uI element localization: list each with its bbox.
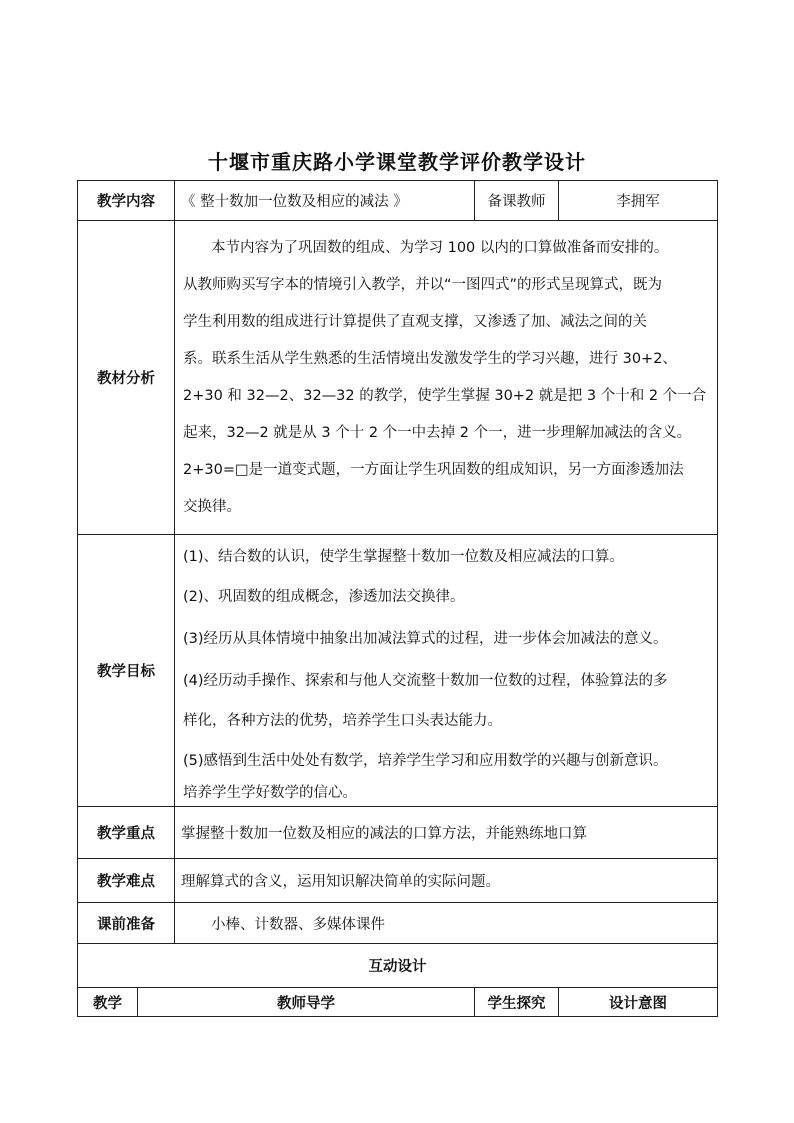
analysis-line: 学生利用数的组成进行计算提供了直观支撑，又渗透了加、减法之间的关: [183, 313, 647, 330]
preparation-value: 小棒、计数器、多媒体课件: [175, 903, 718, 944]
analysis-line: 2+30=□是一道变式题，一方面让学生巩固数的组成知识，另一方面渗透加法: [183, 461, 684, 478]
analysis-line: 起来，32—2 就是从 3 个十 2 个一中去掉 2 个一，进一步理解加减法的含义。: [183, 424, 692, 441]
analysis-line: 本节内容为了巩固数的组成、为学习 100 以内的口算做准备而安排的。: [211, 239, 669, 256]
row-material-analysis: [78, 221, 718, 535]
analysis-line: 从教师购买写字本的情境引入教学，并以“一图四式”的形式呈现算式，既为: [183, 276, 663, 293]
row-interactive-columns: [78, 988, 718, 1017]
analysis-line: 2+30 和 32—2、32—32 的教学，使学生掌握 30+2 就是把 3 个十和 2 个一合: [183, 387, 707, 404]
goal-item: (5)感悟到生活中处处有数学，培养学生学习和应用数学的兴趣与创新意识。: [183, 752, 668, 769]
row-interactive-header: [78, 944, 718, 988]
teaching-goals-text: [175, 535, 718, 807]
column-header-student-explore: 学生探究: [475, 988, 559, 1017]
goal-item: (1)、结合数的认识，使学生掌握整十数加一位数及相应减法的口算。: [183, 548, 625, 565]
row-difficulty: [78, 859, 718, 903]
difficulty-value: 理解算式的含义，运用知识解决简单的实际问题。: [175, 859, 718, 903]
goal-item: (2)、巩固数的组成概念，渗透加法交换律。: [183, 588, 465, 605]
teacher-label: 备课教师: [475, 181, 559, 221]
teacher-name: 李拥军: [559, 181, 718, 221]
row-teaching-goals: [78, 535, 718, 807]
row-teaching-content: [78, 181, 718, 221]
page-title: 十堰市重庆路小学课堂教学评价教学设计: [208, 150, 586, 174]
teaching-content-label: 教学内容: [78, 181, 175, 221]
material-analysis-text: [175, 221, 718, 535]
difficulty-label: 教学难点: [78, 859, 175, 903]
column-header-design-intent: 设计意图: [559, 988, 718, 1017]
goal-item: (4)经历动手操作、探索和与他人交流整十数加一位数的过程，体验算法的多: [183, 672, 668, 689]
column-header-teacher-guide: 教师导学: [138, 988, 475, 1017]
goal-item: 样化，各种方法的优势，培养学生口头表达能力。: [183, 712, 502, 729]
analysis-line: 交换律。: [183, 498, 241, 515]
preparation-label: 课前准备: [78, 903, 175, 944]
teaching-content-value: 《 整十数加一位数及相应的减法 》: [175, 181, 475, 221]
key-point-label: 教学重点: [78, 807, 175, 859]
row-key-point: [78, 807, 718, 859]
key-point-value: 掌握整十数加一位数及相应的减法的口算方法，并能熟练地口算: [175, 807, 718, 859]
goal-item: (3)经历从具体情境中抽象出加减法算式的过程，进一步体会加减法的意义。: [183, 630, 668, 647]
row-preparation: [78, 903, 718, 944]
lesson-plan-table: [77, 180, 718, 1017]
analysis-line: 系。联系生活从学生熟悉的生活情境出发激发学生的学习兴趣，进行 30+2、: [183, 350, 677, 367]
teaching-goals-label: 教学目标: [78, 535, 175, 807]
column-header-teaching: 教学: [78, 988, 138, 1017]
goal-item: 培养学生学好数学的信心。: [183, 784, 357, 801]
material-analysis-label: 教材分析: [78, 221, 175, 535]
interactive-design-header: 互动设计: [78, 944, 718, 988]
